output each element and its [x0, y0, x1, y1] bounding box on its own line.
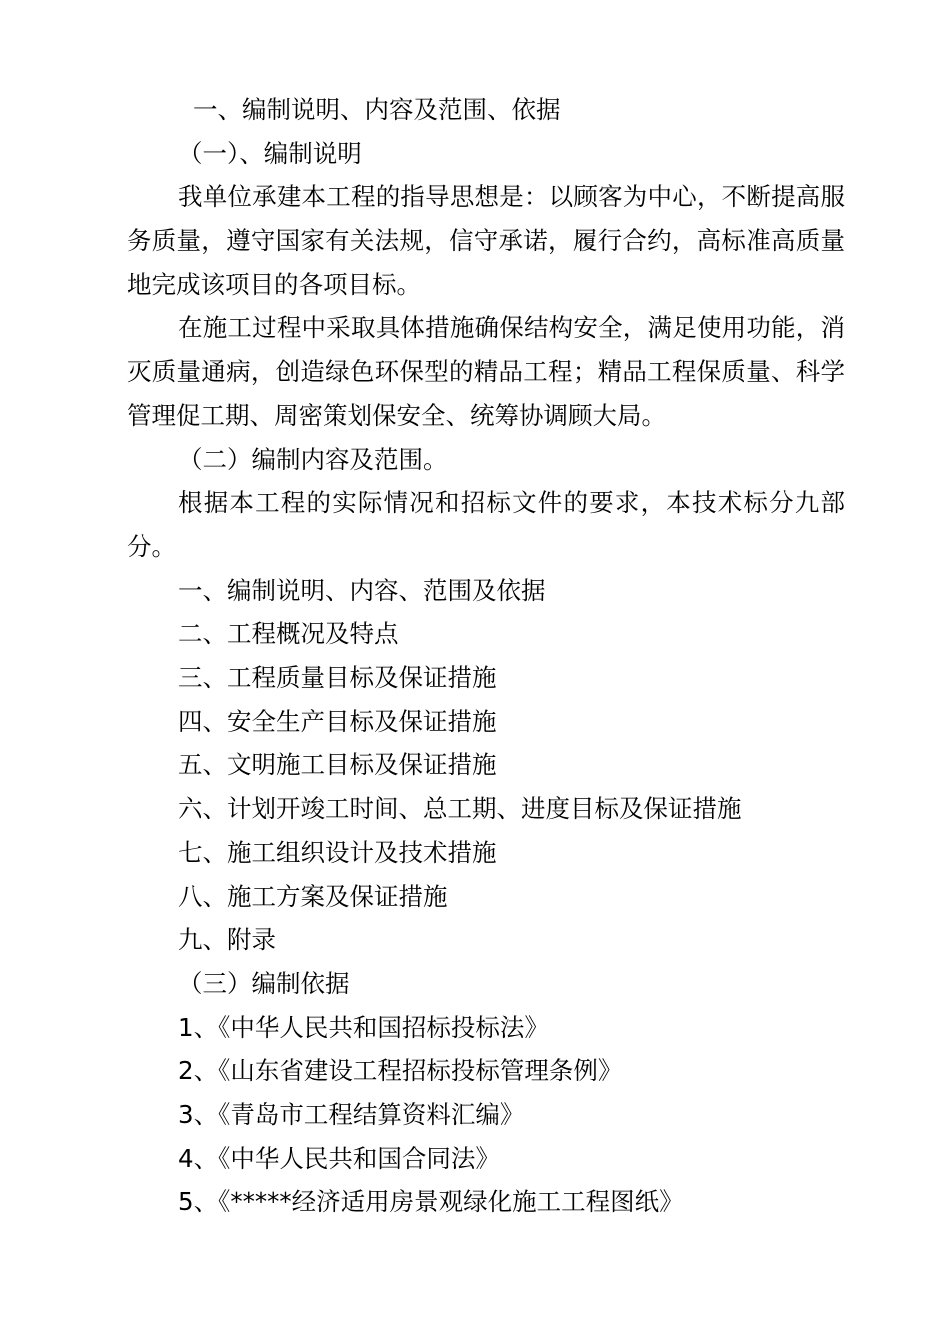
reference-item: 1、《中华人民共和国招标投标法》	[178, 1012, 549, 1042]
list-item: 六、计划开竣工时间、总工期、进度目标及保证措施	[178, 794, 742, 824]
reference-item: 4、《中华人民共和国合同法》	[178, 1143, 500, 1173]
list-item: 七、施工组织设计及技术措施	[178, 837, 497, 867]
section-1-title: （一）、编制说明	[178, 138, 362, 168]
section-2-intro: 根据本工程的实际情况和招标文件的要求，本技术标分九部分。	[127, 488, 845, 561]
list-item: 三、工程质量目标及保证措施	[178, 663, 497, 693]
section-3-title: （三）编制依据	[178, 968, 350, 998]
main-heading: 一、编制说明、内容及范围、依据	[193, 95, 561, 124]
list-item: 二、工程概况及特点	[178, 619, 399, 649]
list-item: 一、编制说明、内容、范围及依据	[178, 575, 546, 605]
reference-item: 5、《*****经济适用房景观绿化施工工程图纸》	[178, 1187, 684, 1217]
list-item: 五、文明施工目标及保证措施	[178, 750, 497, 780]
section-1-paragraph-2: 在施工过程中采取具体措施确保结构安全，满足使用功能，消灭质量通病，创造绿色环保型的精品工程；精品工程保质量、科学管理促工期、周密策划保安全、统筹协调顾大局。	[127, 313, 845, 430]
list-item: 九、附录	[178, 925, 276, 955]
reference-item: 3、《青岛市工程结算资料汇编》	[178, 1099, 525, 1129]
document-body	[127, 88, 845, 1224]
section-1-paragraph-1: 我单位承建本工程的指导思想是：以顾客为中心，不断提高服务质量，遵守国家有关法规，信守承诺，履行合约，高标准高质量地完成该项目的各项目标。	[127, 182, 845, 299]
list-item: 八、施工方案及保证措施	[178, 881, 448, 911]
reference-item: 2、《山东省建设工程招标投标管理条例》	[178, 1056, 623, 1086]
list-item: 四、安全生产目标及保证措施	[178, 706, 497, 736]
section-2-title: （二）编制内容及范围。	[178, 444, 448, 474]
